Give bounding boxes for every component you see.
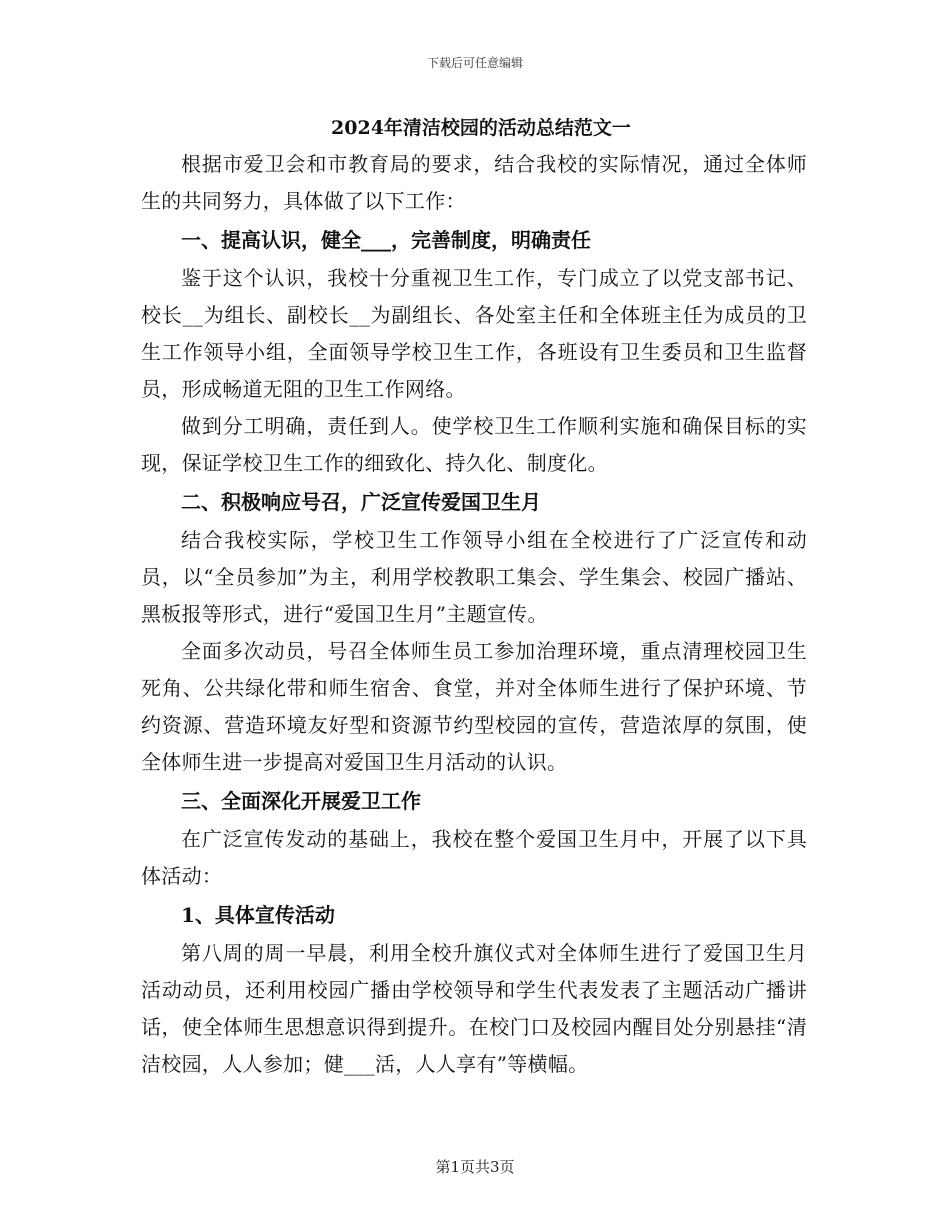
paragraph: 第八周的周一早晨，利用全校升旗仪式对全体师生进行了爱国卫生月活动动员，还利用校园广播由学校领导和学生代表发表了主题活动广播讲话，使全体师生思想意识得到提升。在校门口及校园内醒目处分别悬挂“清洁校园，人人参加；健___活，人人享有”等横幅。 [141, 941, 807, 1076]
paragraph: 结合我校实际，学校卫生工作领导小组在全校进行了广泛宣传和动员，以“全员参加”为主，利用学校教职工集会、学生集会、校园广播站、黑板报等形式，进行“爱国卫生月”主题宣传。 [141, 528, 807, 626]
subsection-heading: 1、具体宣传活动 [181, 903, 335, 927]
page-header-note: 下载后可任意编辑 [426, 56, 523, 70]
document-title: 2024年清洁校园的活动总结范文一 [331, 117, 631, 139]
paragraph: 全面多次动员，号召全体师生员工参加治理环境，重点清理校园卫生死角、公共绿化带和师生宿舍、食堂，并对全体师生进行了保护环境、节约资源、营造环境友好型和资源节约型校园的宣传，营造浓厚的氛围，使全体师生进一步提高对爱国卫生月活动的认识。 [141, 639, 807, 774]
section-heading: 三、全面深化开展爱卫工作 [181, 789, 421, 813]
section-heading: 一、提高认识，健全___，完善制度，明确责任 [181, 228, 591, 252]
paragraph: 鉴于这个认识，我校十分重视卫生工作，专门成立了以党支部书记、校长__为组长、副校长__为副组长、各处室主任和全体班主任为成员的卫生工作领导小组，全面领导学校卫生工作，各班设有卫生委员和卫生监督员，形成畅道无阻的卫生工作网络。 [141, 266, 807, 401]
paragraph: 做到分工明确，责任到人。使学校卫生工作顺利实施和确保目标的实现，保证学校卫生工作的细致化、持久化、制度化。 [141, 414, 807, 475]
page-footer-number: 第1页共3页 [435, 1158, 515, 1176]
section-heading: 二、积极响应号召，广泛宣传爱国卫生月 [181, 490, 541, 514]
paragraph: 在广泛宣传发动的基础上，我校在整个爱国卫生月中，开展了以下具体活动： [141, 827, 807, 888]
paragraph: 根据市爱卫会和市教育局的要求，结合我校的实际情况，通过全体师生的共同努力，具体做了以下工作： [141, 152, 807, 213]
document-body [141, 112, 807, 1083]
